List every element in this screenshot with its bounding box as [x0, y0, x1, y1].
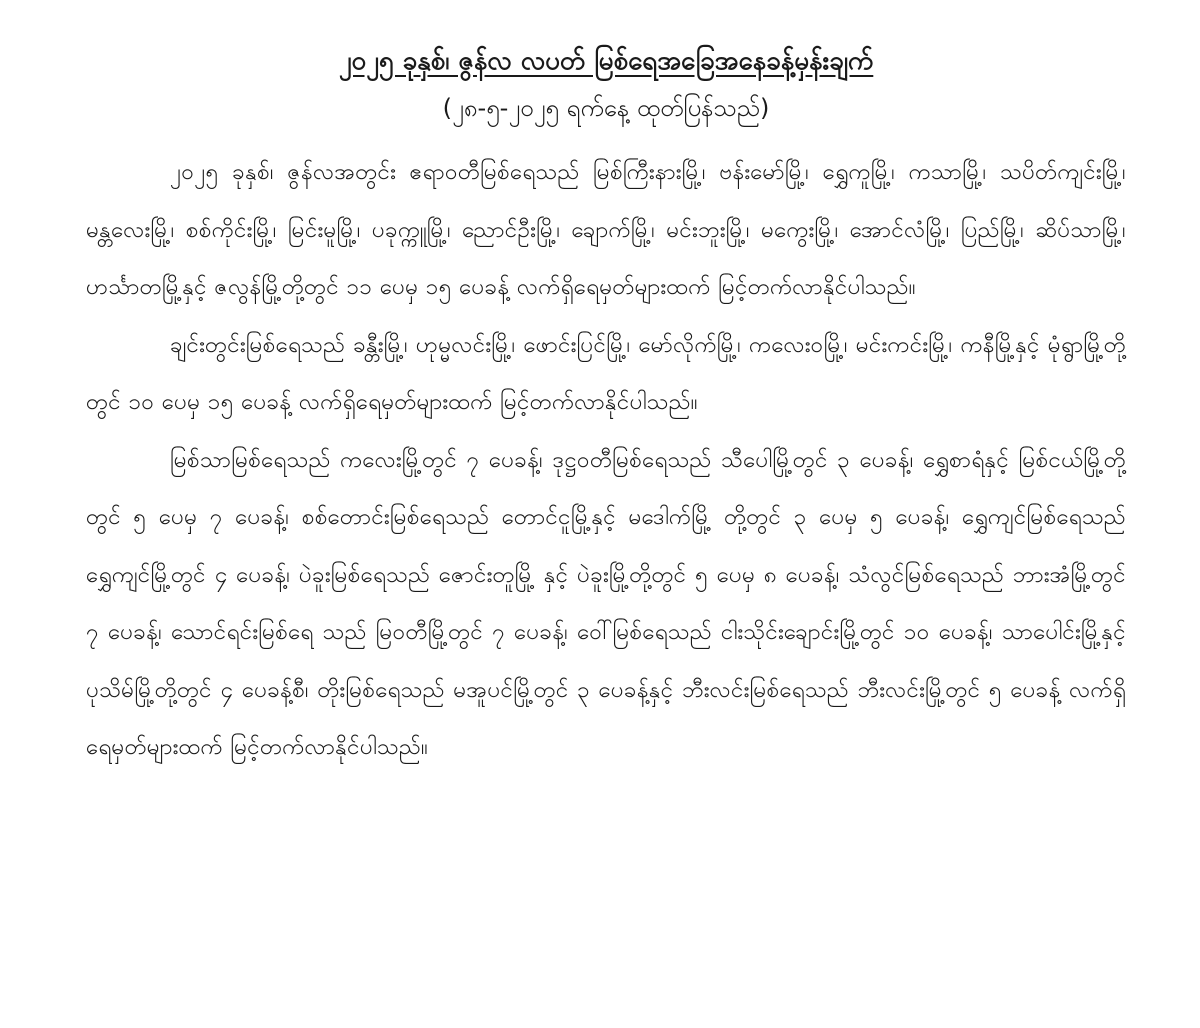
paragraph-ayeyarwady: ၂၀၂၅ ခုနှစ်၊ ဇွန်လအတွင်း ဧရာဝတီမြစ်ရေသည် မြစ်ကြီးနားမြို့၊ ဗန်းမော်မြို့၊ ရွှေကူမြို့၊ ကသာမြို့၊ သပိတ်ကျင်းမြို့၊ မန္တလေးမြို့၊ စစ်ကိုင်းမြို့၊ မြင်းမူမြို့၊ ပခုက္ကူမြို့၊ ညောင်ဦးမြို့၊ ချောက်မြို့၊ မင်းဘူးမြို့၊ မကွေးမြို့၊ အောင်လံမြို့၊ ပြည်မြို့၊ ဆိပ်သာမြို့၊ ဟင်္သာတမြို့နှင့် ဇလွန်မြို့တို့တွင် ၁၁ ပေမှ ၁၅ ပေခန့် လက်ရှိရေမှတ်များထက် မြင့်တက်လာနိုင်ပါသည်။: [86, 159, 1126, 300]
document-subtitle: (၂၈-၅-၂၀၂၅ ရက်နေ့ ထုတ်ပြန်သည်): [442, 94, 770, 122]
paragraph-chindwin: ချင်းတွင်းမြစ်ရေသည် ခန္တီးမြို့၊ ဟုမ္မလင်းမြို့၊ ဖောင်းပြင်မြို့၊ မော်လိုက်မြို့၊ ကလေးဝမြို့၊ မင်းကင်းမြို့၊ ကနီမြို့နှင့် မုံရွာမြို့တို့တွင် ၁၀ ပေမှ ၁၅ ပေခန့် လက်ရှိရေမှတ်များထက် မြင့်တက်လာနိုင်ပါသည်။: [86, 331, 1126, 415]
document-title: [86, 36, 1126, 86]
paragraph-other-rivers: မြစ်သာမြစ်ရေသည် ကလေးမြို့တွင် ၇ ပေခန့်၊ ဒုဋ္ဌဝတီမြစ်ရေသည် သီပေါမြို့တွင် ၃ ပေခန့်၊ ရွှေစာရံနှင့် မြစ်ငယ်မြို့တို့တွင် ၅ ပေမှ ၇ ပေခန့်၊ စစ်တောင်းမြစ်ရေသည် တောင်ငူမြို့နှင့် မဒေါက်မြို့ တို့တွင် ၃ ပေမှ ၅ ပေခန့်၊ ရွှေကျင်မြစ်ရေသည် ရွှေကျင်မြို့တွင် ၄ ပေခန့်၊ ပဲခူးမြစ်ရေသည် ဇောင်းတူမြို့ နှင့် ပဲခူးမြို့တို့တွင် ၅ ပေမှ ၈ ပေခန့်၊ သံလွင်မြစ်ရေသည် ဘားအံမြို့တွင် ၇ ပေခန့်၊ သောင်ရင်းမြစ်ရေ သည် မြဝတီမြို့တွင် ၇ ပေခန့်၊ ဝေါ်မြစ်ရေသည် ငါးသိုင်းချောင်းမြို့တွင် ၁၀ ပေခန့်၊ သာပေါင်းမြို့နှင့် ပုသိမ်မြို့တို့တွင် ၄ ပေခန့်စီ၊ တိုးမြစ်ရေသည် မအူပင်မြို့တွင် ၃ ပေခန့်နှင့် ဘီးလင်းမြစ်ရေသည် ဘီးလင်းမြို့တွင် ၅ ပေခန့် လက်ရှိရေမှတ်များထက် မြင့်တက်လာနိုင်ပါသည်။: [86, 446, 1126, 760]
document-page: [86, 36, 1126, 777]
document-title-text: ၂၀၂၅ ခုနှစ်၊ ဇွန်လ လပတ် မြစ်ရေအခြေအနေခန့်မှန်းချက်: [338, 46, 874, 76]
